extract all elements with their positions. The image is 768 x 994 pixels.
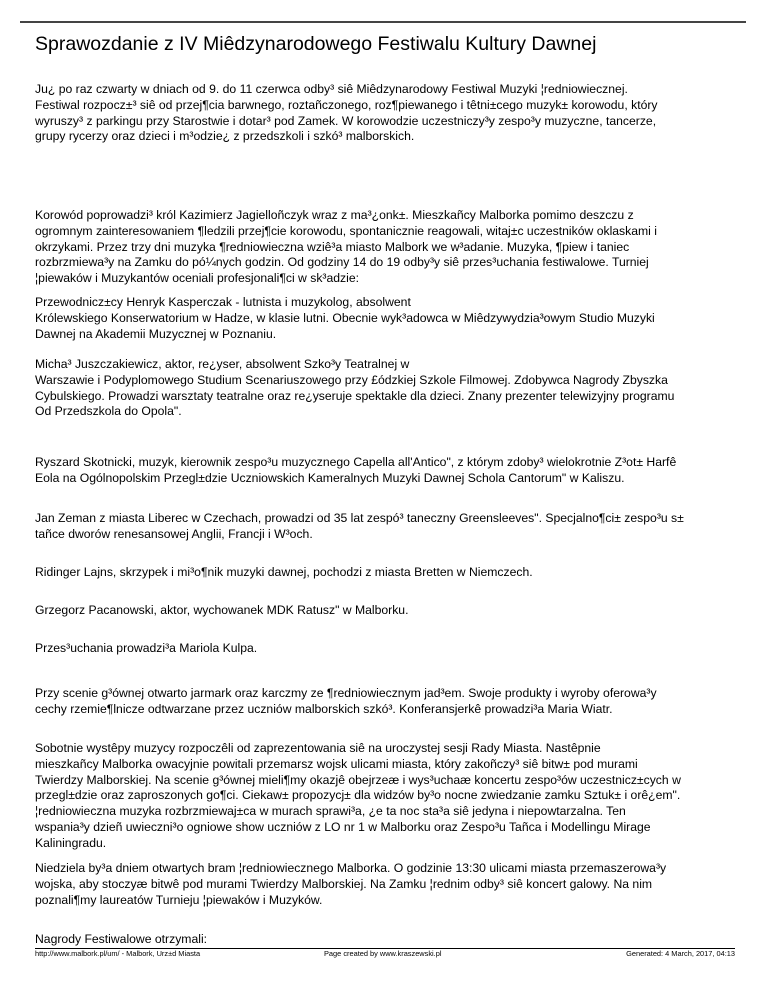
paragraph-jury-member-5: Grzegorz Pacanowski, aktor, wychowanek MDK Ratusz" w Malborku. <box>35 603 409 617</box>
paragraph-jury-chair: Przewodnicz±cy Henryk Kasperczak - lutnista i muzykolog, absolwent Królewskiego Konserwatorium w Hadze, w klasie lutni. Obecnie wyk³adowca w Miêdzywydzia³owym Studio Muzyki Dawnej na Akademii Muzycznej w Poznaniu. <box>35 295 655 341</box>
paragraph-awards-heading: Nagrody Festiwalowe otrzymali: <box>35 932 208 946</box>
paragraph-jury-member-2: Ryszard Skotnicki, muzyk, kierownik zespo³u muzycznego Capella all'Antico", z którym zdoby³ wielokrotnie Z³ot± Harfê Eola na Ogólnopolskim Przegl±dzie Uczniowskich Kameralnych Muzyki Dawnej Schola Cantorum" w Kaliszu. <box>35 455 677 485</box>
paragraph-jury-member-3: Jan Zeman z miasta Liberec w Czechach, prowadzi od 35 lat zespó³ taneczny Greensleeves". Specjalno¶ci± zespo³u s± tañce dworów renesansowej Anglii, Francji i W³och. <box>35 511 684 541</box>
page-title: Sprawozdanie z IV Miêdzynarodowego Festiwalu Kultury Dawnej <box>35 33 597 55</box>
paragraph-intro: Ju¿ po raz czwarty w dniach od 9. do 11 czerwca odby³ siê Miêdzynarodowy Festiwal Muzyki ¦redniowiecznej. Festiwal rozpocz±³ siê od przej¶cia barwnego, roztañczonego, roz¶piewanego i têtni±cego muzyk± korowodu, który wyruszy³ z parkingu przy Starostwie i dotar³ pod Zamek. W korowodzie uczestniczy³y zespo³y muzyczne, tancerze, grupy rycerzy oraz dzieci i m³odzie¿ z przedszkoli i szkó³ malborskich. <box>35 82 658 144</box>
paragraph-fair: Przy scenie g³ównej otwarto jarmark oraz karczmy ze ¶redniowiecznym jad³em. Swoje produkty i wyroby oferowa³y cechy rzemie¶lnicze odtwarzane przez uczniów malborskich szkó³. Konferansjerkê prowadzi³a Maria Wiatr. <box>35 686 657 716</box>
footer-source-link[interactable]: http://www.malbork.pl/um/ - Malbork, Urz±d Miasta <box>35 949 201 958</box>
paragraph-host: Przes³uchania prowadzi³a Mariola Kulpa. <box>35 641 258 655</box>
paragraph-saturday: Sobotnie wystêpy muzycy rozpoczêli od zaprezentowania siê na uroczystej sesji Rady Miasta. Nastêpnie mieszkañcy Malborka owacyjnie powitali przemarsz wojsk ulicami miasta, który zakoñczy³ siê bitw± pod murami Twierdzy Malborskiej. Na scenie g³ównej mieli¶my okazjê obejrzeæ i wys³uchaæ koncertu zespo³ów uczestnicz±cych w przegl±dzie oraz zaproszonych go¶ci. Ciekaw± propozycj± dla widzów by³o nocne zwiedzanie zamku Sztuk± i orê¿em". ¦redniowieczna muzyka rozbrzmiewaj±ca w murach sprawi³a, ¿e ta noc sta³a siê jedyna i niepowtarzalna. Ten wspania³y dzieñ uwieczni³o ogniowe show uczniów z LO nr 1 w Malborku oraz Zespo³u Tañca i Modellingu Mirage Kaliningradu. <box>35 741 681 850</box>
footer-credit: Page created by www.kraszewski.pl <box>324 949 442 958</box>
paragraph-sunday: Niedziela by³a dniem otwartych bram ¦redniowiecznego Malborka. O godzinie 13:30 ulicami miasta przemaszerowa³y wojska, aby stoczyæ bitwê pod murami Twierdzy Malborskiej. Na Zamku ¦rednim odby³ siê koncert galowy. Na nim poznali¶my laureatów Turnieju ¦piewaków i Muzyków. <box>35 861 667 907</box>
top-divider <box>20 21 746 23</box>
footer-generated-date: Generated: 4 March, 2017, 04:13 <box>626 949 735 958</box>
paragraph-procession: Korowód poprowadzi³ król Kazimierz Jagielloñczyk wraz z ma³¿onk±. Mieszkañcy Malborka pomimo deszczu z ogromnym zainteresowaniem ¶ledzili przej¶cie korowodu, spontanicznie reagowali, witaj±c uczestników oklaskami i okrzykami. Przez trzy dni muzyka ¶redniowieczna wziê³a miasto Malbork we w³adanie. Muzyka, ¶piew i taniec rozbrzmiewa³y na Zamku do pó¼nych godzin. Od godziny 14 do 19 odby³y siê przes³uchania festiwalowe. Turniej ¦piewaków i Muzykantów oceniali profesjonali¶ci w sk³adzie: <box>35 208 657 286</box>
paragraph-jury-member-4: Ridinger Lajns, skrzypek i mi³o¶nik muzyki dawnej, pochodzi z miasta Bretten w Niemczech. <box>35 565 533 579</box>
paragraph-jury-member-1: Micha³ Juszczakiewicz, aktor, re¿yser, absolwent Szko³y Teatralnej w Warszawie i Podyplomowego Studium Scenariuszowego przy £ódzkiej Szkole Filmowej. Zdobywca Nagrody Zbyszka Cybulskiego. Prowadzi warsztaty teatralne oraz re¿yseruje spektakle dla dzieci. Znany prezenter telewizyjny programu Od Przedszkola do Opola". <box>35 357 675 419</box>
